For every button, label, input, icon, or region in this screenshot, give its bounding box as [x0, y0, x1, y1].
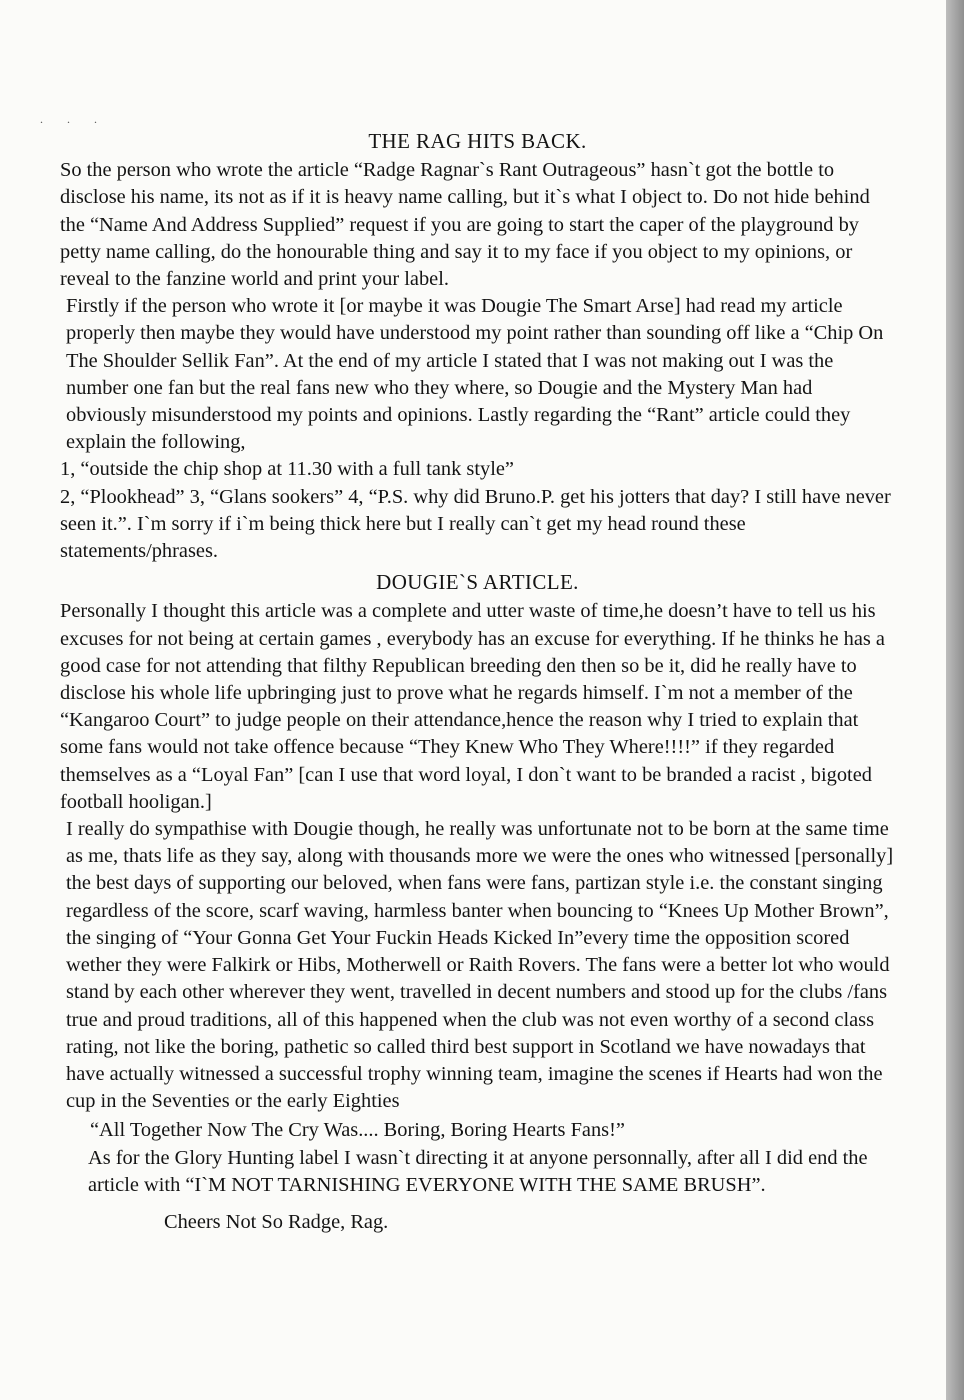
paragraph: I really do sympathise with Dougie though, he really was unfortunate not to be born at the same time as me, thats life as they say, along with thousands more we were the ones who witnessed [personally] the best days of supporting our beloved, when fans were fans, partizan style i.e. the constant singing regardless of the score, scarf waving, harmless banter when bouncing to “Knees Up Mother Brown”, the singing of “Your Gonna Get Your Fuckin Heads Kicked In”every time the opposition scored wether they were Falkirk or Hibs, Motherwell or Raith Rovers. The fans were a better lot who would stand by each other wherever they went, travelled in decent numbers and stood up for the clubs /fans true and proud traditions, all of this happened when the club was not even worthy of a second class rating, not like the boring, pathetic so called third best support in Scotland we have nowadays that have actually witnessed a successful trophy winning team, imagine the scenes if Hearts had won the cup in the Seventies or the early Eighties [66, 818, 894, 1113]
quote: “All Together Now The Cry Was.... Boring, Boring Hearts Fans!” [90, 1119, 625, 1142]
signoff: Cheers Not So Radge, Rag. [164, 1210, 389, 1233]
page-edge-shadow [946, 0, 964, 1400]
paragraph: So the person who wrote the article “Radge Ragnar`s Rant Outrageous” hasn`t got the bottle to disclose his name, its not as if it is heavy name calling, but it`s what I object to. Do not hide behind the “Name And Address Supplied” request if you are going to start the caper of the playground by petty name calling, do the honourable thing and say it to my face if you object to my opinions, or reveal to the fanzine world and print your label. [60, 159, 870, 291]
section-title: DOUGIE`S ARTICLE. [376, 570, 579, 595]
article-title: THE RAG HITS BACK. [368, 129, 587, 153]
article-body [60, 124, 895, 1236]
paragraph: Firstly if the person who wrote it [or maybe it was Dougie The Smart Arse] had read my article properly then maybe they would have understood my point rather than sounding off like a “Chip On The Shoulder Sellik Fan”. At the end of my article I stated that I was not making out I was the number one fan but the real fans new who they where, so Dougie and the Mystery Man had obviously misunderstood my points and opinions. Lastly regarding the “Rant” article could they explain the following, [66, 295, 884, 454]
paragraph: As for the Glory Hunting label I wasn`t directing it at anyone personnally, after all I did end the article with “I`M NOT TARNISHING EVERYONE WITH THE SAME BRUSH”. [88, 1146, 868, 1196]
list-item: 2, “Plookhead” 3, “Glans sookers” 4, “P.S. why did Bruno.P. get his jotters that day? I still have never seen it.”. I`m sorry if i`m being thick here but I really can`t get my head round these statements/phrases. [60, 485, 891, 563]
list-item: 1, “outside the chip shop at 11.30 with a full tank style” [60, 458, 514, 481]
scan-specks: . . . [40, 112, 103, 126]
paragraph: Personally I thought this article was a complete and utter waste of time,he doesn’t have to tell us his excuses for not being at certain games , everybody has an excuse for everything. If he thinks he has a good case for not attending that filthy Republican breeding den then so be it, did he really have to disclose his whole life upbringing just to prove what he regards himself. I`m not a member of the “Kangaroo Court” to judge people on their attendance,hence the reason why I tried to explain that some fans would not take offence because “They Knew Who They Where!!!!” if they regarded themselves as a “Loyal Fan” [can I use that word loyal, I don`t want to be branded a racist , bigoted football hooligan.] [60, 600, 885, 813]
